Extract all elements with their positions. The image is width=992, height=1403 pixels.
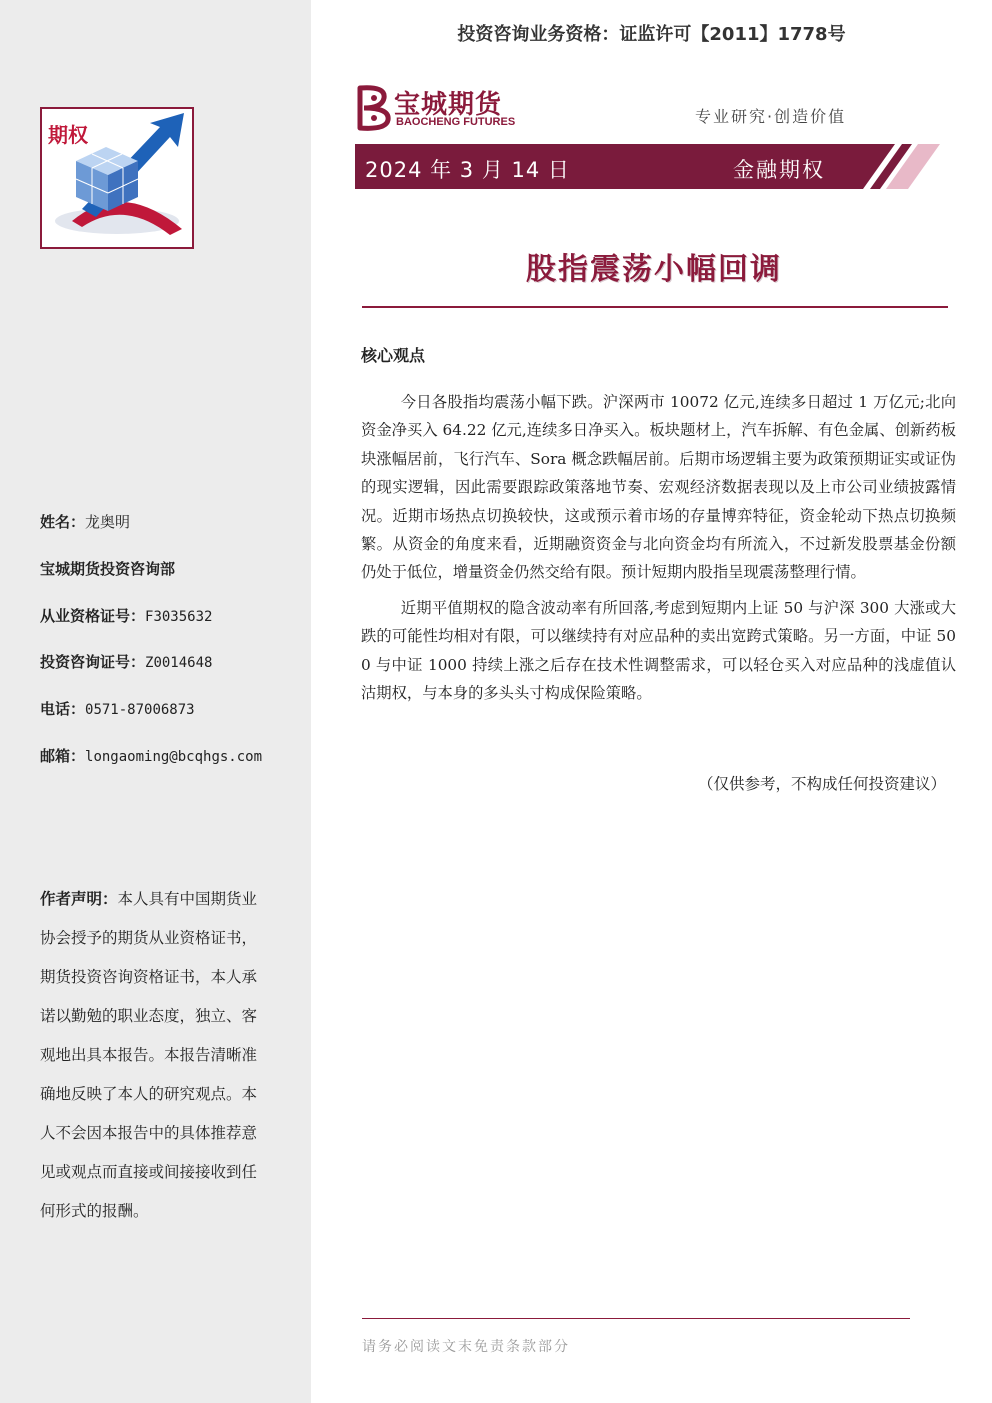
footer-divider bbox=[362, 1318, 910, 1319]
sidebar bbox=[0, 0, 311, 1403]
phone-label: 电话： bbox=[40, 700, 86, 718]
disclaimer: （仅供参考，不构成任何投资建议） bbox=[697, 775, 946, 793]
license-label: 从业资格证号： bbox=[40, 607, 146, 625]
slogan: 专业研究·创造价值 bbox=[695, 107, 847, 126]
title-divider bbox=[362, 306, 948, 308]
author-name-label: 姓名： bbox=[40, 513, 86, 531]
body-paragraph-1: 今日各股指均震荡小幅下跌。沪深两市 10072 亿元,连续多日超过 1 万亿元;北向资金净买入 64.22 亿元,连续多日净买入。板块题材上，汽车拆解、有色金属、创新药板块涨幅居前，飞行汽车、Sora 概念跌幅居前。后期市场逻辑主要为政策预期证实或证伪的现实逻辑，因此需要跟踪政策落地节奏、宏观经济数据表现以及上市公司业绩披露情况。近期市场热点切换较快，这或预示着市场的存量博弈特征，资金轮动下热点切换频繁。从资金的角度来看，近期融资资金与北向资金均有所流入，不过新发股票基金份额仍处于低位，增量资金仍然交给有限。预计短期内股指呈现震荡整理行情。 bbox=[361, 393, 956, 582]
author-name: 龙奥明 bbox=[85, 513, 131, 531]
body-paragraph-2: 近期平值期权的隐含波动率有所回落,考虑到短期内上证 50 与沪深 300 大涨或大跌的可能性均相对有限，可以继续持有对应品种的卖出宽跨式策略。另一方面，中证 500 与中证 1000 持续上涨之后存在技术性调整需求，可以轻仓买入对应品种的浅虚值认沽期权，与本身的多头头寸构成保险策略。 bbox=[361, 598, 956, 703]
license-number: F3035632 bbox=[145, 609, 213, 625]
footer-notice: 请务必阅读文末免责条款部分 bbox=[362, 1339, 570, 1355]
options-cube-arrows-icon bbox=[42, 109, 192, 247]
baocheng-b-logo-icon bbox=[356, 84, 392, 132]
author-declaration bbox=[40, 880, 272, 1231]
report-category: 金融期权 bbox=[733, 158, 825, 182]
options-badge bbox=[40, 107, 194, 249]
phone-number: 0571-87006873 bbox=[85, 702, 195, 718]
date-banner bbox=[355, 144, 940, 189]
author-name-row bbox=[40, 511, 130, 532]
declaration-text: 本人具有中国期货业协会授予的期货从业资格证书，期货投资咨询资格证书，本人承诺以勤勉的职业态度，独立、客观地出具本报告。本报告清晰准确地反映了本人的研究观点。本人不会因本报告中的具体推荐意见或观点而直接或间接接收到任何形式的报酬。 bbox=[40, 890, 258, 1220]
email-row bbox=[40, 745, 262, 766]
email-label: 邮箱： bbox=[40, 747, 86, 765]
phone-row bbox=[40, 698, 195, 719]
license-row bbox=[40, 605, 212, 626]
report-title: 股指震荡小幅回调 bbox=[526, 252, 782, 287]
logo-chinese: 宝城期货 bbox=[394, 90, 503, 120]
company-logo bbox=[356, 84, 526, 132]
advisory-label: 投资咨询证号： bbox=[40, 653, 146, 671]
section-heading: 核心观点 bbox=[361, 346, 426, 365]
advisory-row bbox=[40, 651, 212, 672]
advisory-number: Z0014648 bbox=[145, 655, 213, 671]
department-name: 宝城期货投资咨询部 bbox=[40, 560, 176, 578]
author-department bbox=[40, 558, 175, 579]
logo-english: BAOCHENG FUTURES bbox=[396, 116, 516, 128]
report-body bbox=[361, 388, 956, 714]
badge-label: 期权 bbox=[48, 123, 88, 147]
declaration-label: 作者声明： bbox=[40, 890, 118, 908]
qualification-line: 投资咨询业务资格：证监许可【2011】1778号 bbox=[457, 24, 846, 45]
report-date: 2024 年 3 月 14 日 bbox=[365, 158, 570, 182]
email-address[interactable]: longaoming@bcqhgs.com bbox=[85, 749, 263, 765]
